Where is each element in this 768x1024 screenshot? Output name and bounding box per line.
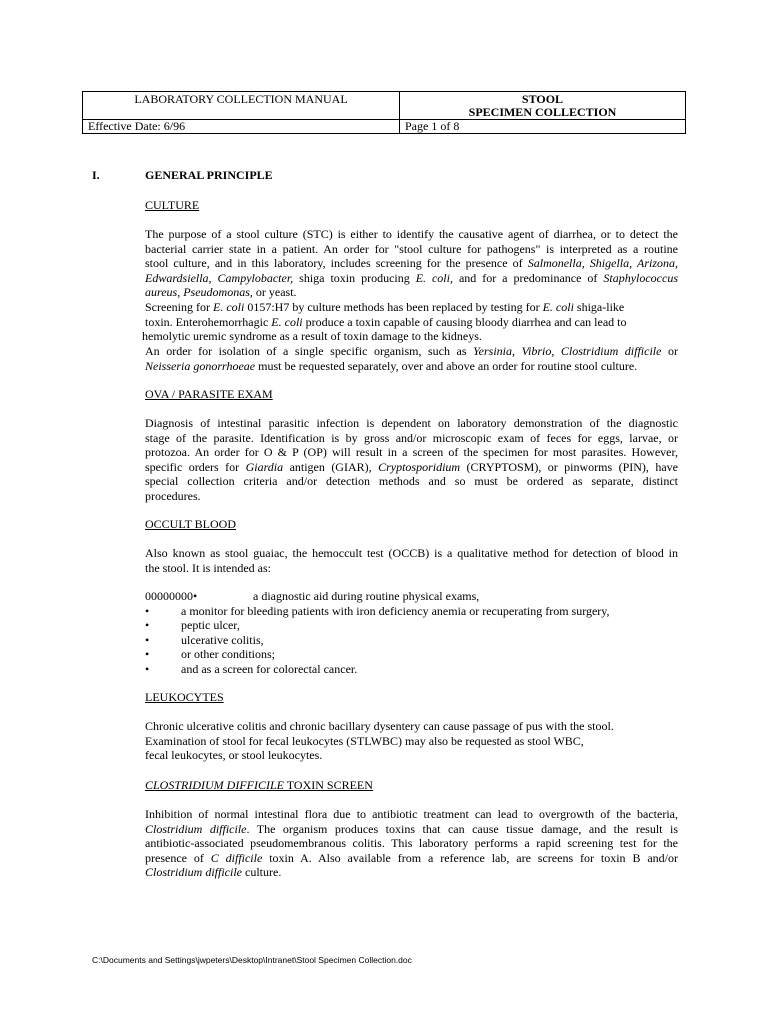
doc-title-line2: SPECIMEN COLLECTION — [468, 105, 617, 119]
list-item: • peptic ulcer, — [145, 618, 240, 632]
occult-paragraph: Also known as stool guaiac, the hemoccult test (OCCB) is a qualitative method for detection of blood in the stool. It is intended as: — [145, 546, 678, 575]
section-title: GENERAL PRINCIPLE — [145, 168, 273, 182]
cdiff-paragraph: Inhibition of normal intestinal flora due to antibiotic treatment can lead to overgrowth of the bacteria, Clostridium difficile. The organism produces toxins that can cause tissue damage, and the result is antibiotic-associated pseudomembranous colitis. This laboratory performs a rapid screening test for the presence of C difficile toxin A. Also available from a reference lab, are screens for toxin B and/or Clostridium difficile culture. — [145, 807, 678, 880]
list-item: 00000000• a diagnostic aid during routine physical exams, — [145, 589, 480, 603]
manual-title: LABORATORY COLLECTION MANUAL — [83, 92, 400, 120]
culture-heading: CULTURE — [145, 198, 200, 212]
header-table — [82, 91, 686, 134]
list-item: • or other conditions; — [145, 647, 275, 661]
occult-heading: OCCULT BLOOD — [145, 517, 237, 531]
occult-list — [145, 589, 610, 676]
list-item: • a monitor for bleeding patients with iron deficiency anemia or recuperating from surgery, — [145, 603, 610, 618]
culture-paragraph-3: An order for isolation of a single specific organism, such as Yersinia, Vibrio, Clostridium difficile or Neisseria gonorrhoeae must be requested separately, over and above an order for routine stool culture. — [145, 344, 679, 373]
page-number: Page 1 of 8 — [400, 120, 686, 134]
list-item: • ulcerative colitis, — [145, 632, 264, 647]
first-marker: 00000000• — [145, 589, 198, 603]
ova-paragraph: Diagnosis of intestinal parasitic infection is dependent on laboratory demonstration of the diagnostic stage of the parasite. Identification is by gross and/or microscopic exam of feces for eggs, larvae, or protozoa. An order for O & P (OP) will result in a screen of the specimen for most parasites. However, specific orders for Giardia antigen (GIAR), Cryptosporidium (CRYPTOSM), or pinworms (PIN), have special collection criteria and/or detection methods and so must be ordered as separate, distinct procedures. — [145, 416, 679, 503]
cdiff-heading: CLOSTRIDIUM DIFFICILE TOXIN SCREEN — [145, 778, 373, 792]
culture-paragraph-2: Screening for E. coli 0157:H7 by culture methods has been replaced by testing for E. coli shiga-like toxin. Enterohemorrhagic E. coli produce a toxin capable of causing bloody diarrhea and can lead to hemolytic uremic syndrome as a result of toxin damage to the kidneys. — [142, 300, 627, 344]
culture-paragraph-1: The purpose of a stool culture (STC) is either to identify the causative agent of diarrhea, or to detect the bacterial carrier state in a patient. An order for "stool culture for pathogens" is interpreted as a routine stool culture, and in this laboratory, includes screening for the presence of Salmonella, Shigella, Arizona, Edwardsiella, Campylobacter, shiga toxin producing E. coli, and for a predominance of Staphylococcus aureus, Pseudomonas, or yeast. — [145, 227, 679, 300]
doc-title — [400, 92, 686, 120]
ova-heading: OVA / PARASITE EXAM — [145, 387, 273, 401]
leuko-paragraph: Chronic ulcerative colitis and chronic bacillary dysentery can cause passage of pus with the stool. Examination of stool for fecal leukocytes (STLWBC) may also be requested as stool WBC, fecal leukocytes, or stool leukocytes. — [145, 719, 614, 763]
list-item: • and as a screen for colorectal cancer. — [145, 661, 358, 676]
doc-title-line1: STOOL — [521, 92, 564, 106]
leuko-heading: LEUKOCYTES — [145, 690, 224, 704]
footer-path: C:\Documents and Settings\jwpeters\Desktop\Intranet\Stool Specimen Collection.doc — [92, 955, 412, 965]
effective-date: Effective Date: 6/96 — [83, 120, 400, 134]
section-number: I. — [92, 168, 100, 182]
